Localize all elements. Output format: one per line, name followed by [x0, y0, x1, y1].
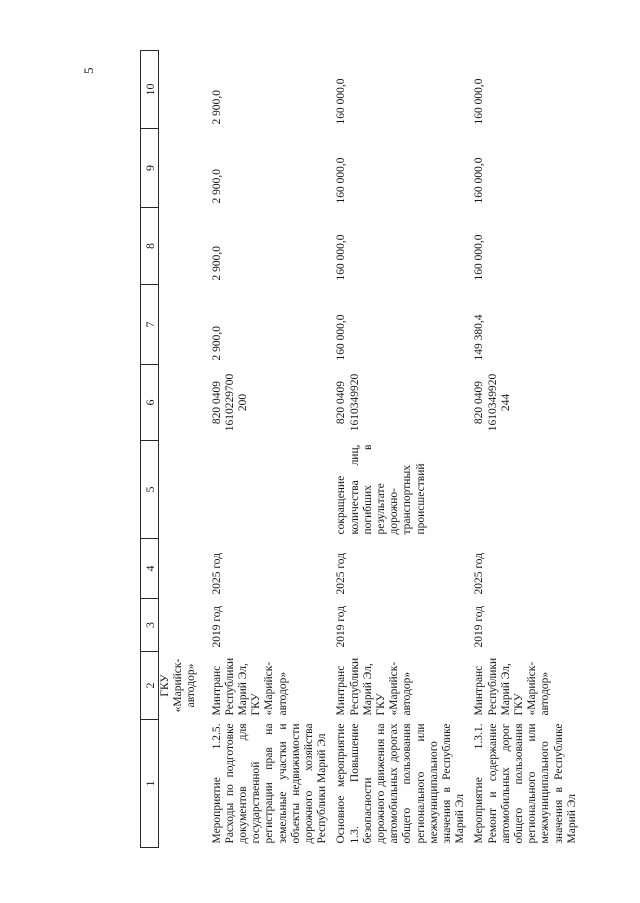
continuation-row [159, 51, 205, 848]
end-year: 2025 год [335, 552, 348, 595]
program-table-rotated [140, 51, 578, 848]
value-col-9: 160 000,0 [335, 157, 348, 204]
col-header-2: 2 [141, 652, 159, 720]
end-year: 2025 год [473, 552, 486, 595]
expected-result: сокращение количества лиц, погибших в результате дорожно-транспортных происшествий [335, 444, 427, 535]
value-col-7: 149 380,4 [473, 314, 486, 361]
executor: Минтранс Республики Марий Эл, ГКУ «Марийск-автодор» [210, 657, 289, 716]
value-col-7: 2 900,0 [210, 326, 223, 361]
expected-result [467, 441, 579, 539]
value-col-8: 160 000,0 [335, 234, 348, 281]
table-row [467, 51, 579, 848]
start-year: 2019 год [210, 605, 223, 648]
value-col-8: 160 000,0 [473, 234, 486, 281]
start-year: 2019 год [473, 605, 486, 648]
value-col-9: 160 000,0 [473, 157, 486, 204]
col-header-4: 4 [141, 539, 159, 599]
header-row [141, 51, 159, 848]
budget-code: 820 0409 1610349920 [335, 373, 361, 432]
value-col-10: 160 000,0 [473, 78, 486, 125]
col-header-5: 5 [141, 441, 159, 539]
value-col-9: 2 900,0 [210, 169, 223, 204]
value-col-10: 160 000,0 [335, 78, 348, 125]
executor: Минтранс Республики Марий Эл, ГКУ «Марийск-автодор» [473, 657, 552, 716]
value-col-7: 160 000,0 [335, 314, 348, 361]
activity-name: Основное мероприятие 1.3. Повышение безопасности дорожного движения на автомобильных дорогах общего пользования регионального или межмуниципального значения в Республике Марий Эл [335, 723, 467, 844]
table-row [329, 51, 467, 848]
col-header-3: 3 [141, 599, 159, 652]
expected-result [205, 441, 330, 539]
col-header-1: 1 [141, 720, 159, 848]
activity-name: Мероприятие 1.3.1. Ремонт и содержание автомобильных дорог общего пользования регионального или межмуниципального значения в Республике Марий Эл [473, 723, 578, 844]
executor: Минтранс Республики Марий Эл, ГКУ «Марийск-автодор» [335, 657, 414, 716]
activity-name: Мероприятие 1.2.5. Расходы по подготовке документов для государственной регистрации прав на земельные участки и объекты недвижимости дорожного хозяйства Республики Марий Эл [210, 723, 329, 844]
page-number: 5 [81, 67, 96, 74]
budget-code: 820 0409 1610349920 244 [473, 373, 512, 432]
col-header-8: 8 [141, 208, 159, 285]
table-row [205, 51, 330, 848]
col-header-6: 6 [141, 365, 159, 441]
continuation-executor: ГКУ «Марийск-автодор» [159, 658, 198, 713]
start-year: 2019 год [335, 605, 348, 648]
col-header-9: 9 [141, 129, 159, 208]
budget-code: 820 0409 1610229700 200 [210, 373, 250, 432]
value-col-10: 2 900,0 [210, 90, 223, 125]
end-year: 2025 год [210, 552, 223, 595]
program-table [140, 50, 579, 848]
col-header-7: 7 [141, 285, 159, 365]
value-col-8: 2 900,0 [210, 246, 223, 281]
col-header-10: 10 [141, 51, 159, 129]
